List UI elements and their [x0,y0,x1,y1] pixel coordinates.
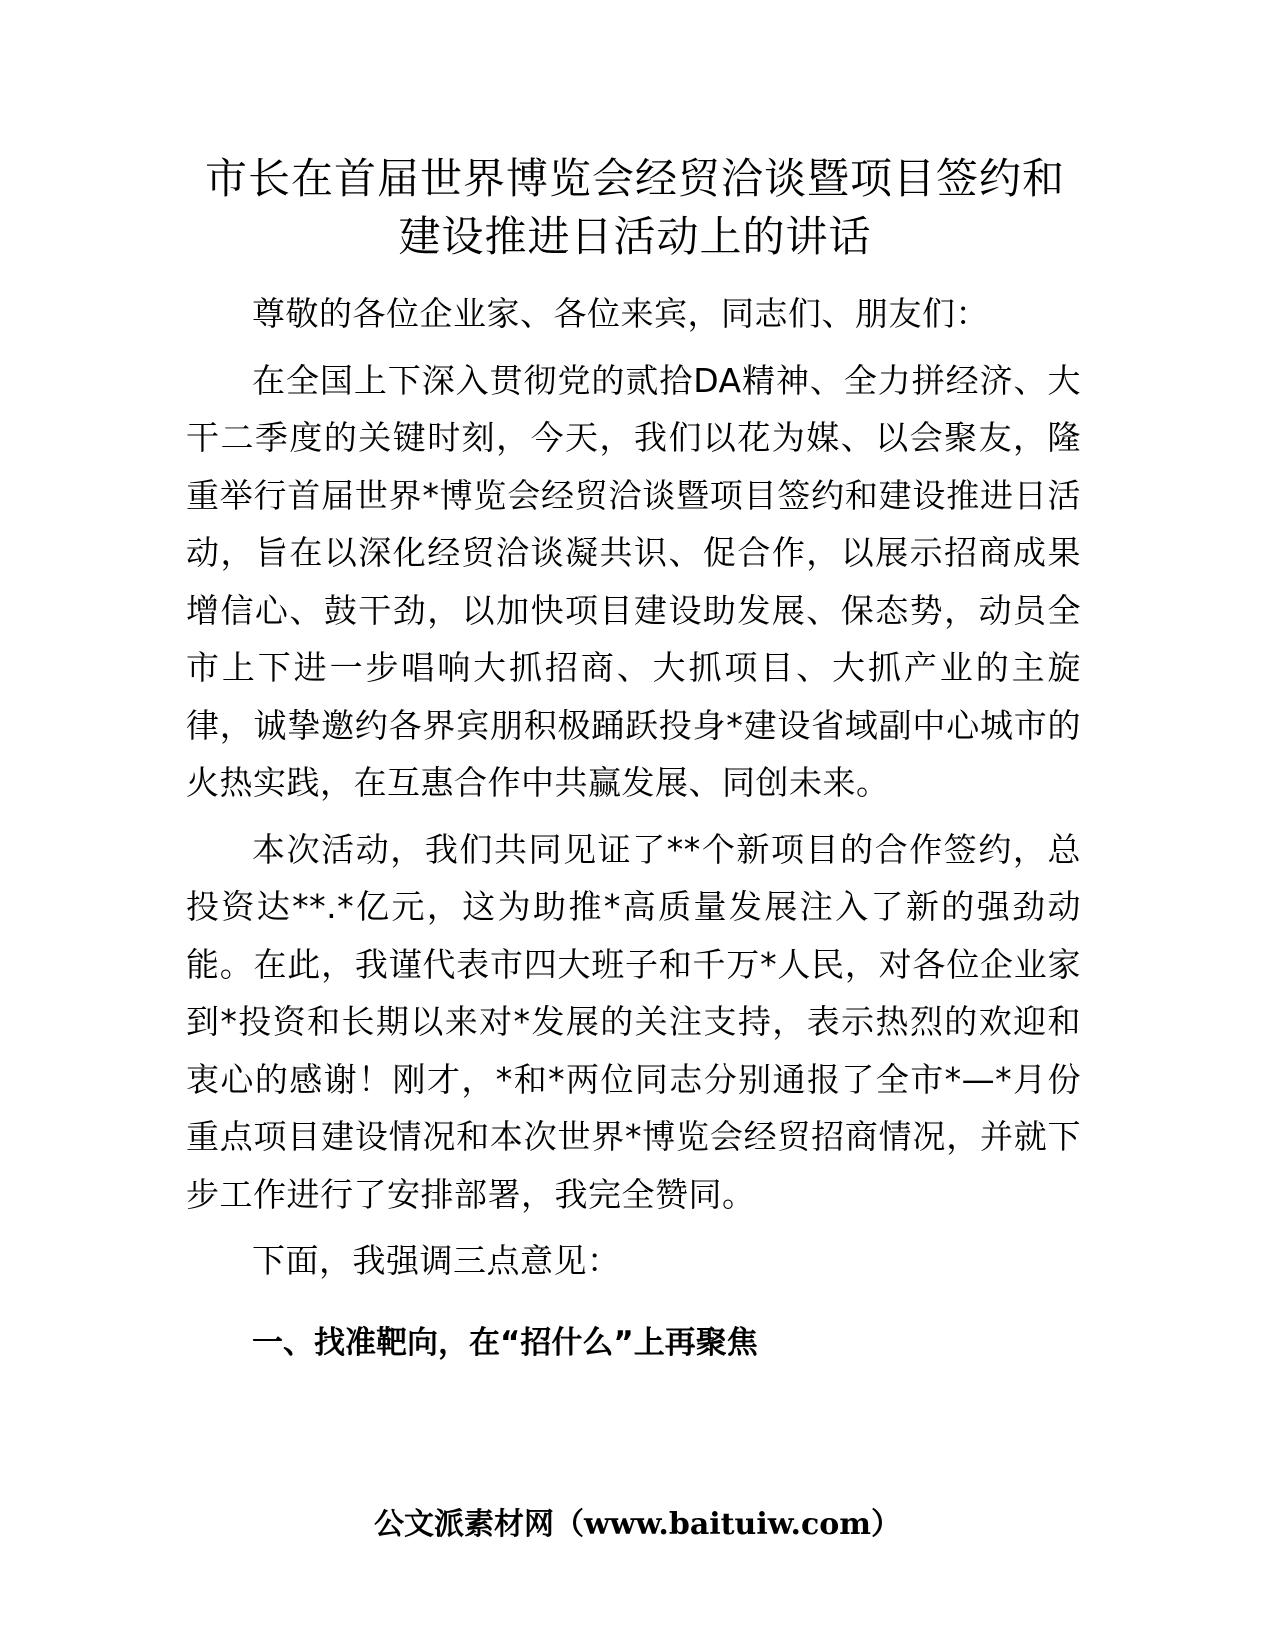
document-title [150,150,1120,266]
title-line-2: 建设推进日活动上的讲话 [398,212,872,261]
section-heading: 一、找准靶向，在“招什么”上再聚焦 [252,1324,758,1361]
paragraph-2: 本次活动，我们共同见证了**个新项目的合作签约，总投资达**.*亿元，这为助推*高质量发展注入了新的强劲动能。在此，我谨代表市四大班子和千万*人民，对各位企业家到*投资和长期以来对*发展的关注支持，表示热烈的欢迎和衷心的感谢！刚才，*和*两位同志分别通报了全市*—*月份重点项目建设情况和本次世界*博览会经贸招商情况，并就下步工作进行了安排部署，我完全赞同。 [186,829,1081,1214]
title-line-1: 市长在首届世界博览会经贸洽谈暨项目签约和 [204,154,1065,203]
footer-watermark: 公文派素材网（www.baituiw.com） [373,1507,902,1542]
document-body [186,285,1081,1372]
paragraph-1: 在全国上下深入贯彻党的贰拾DA精神、全力拼经济、大干二季度的关键时刻，今天，我们以花为媒、以会聚友，隆重举行首届世界*博览会经贸洽谈暨项目签约和建设推进日活动，旨在以深化经贸洽谈凝共识、促合作，以展示招商成果增信心、鼓干劲，以加快项目建设助发展、保态势，动员全市上下进一步唱响大抓招商、大抓项目、大抓产业的主旋律，诚挚邀约各界宾朋积极踊跃投身*建设省域副中心城市的火热实践，在互惠合作中共赢发展、同创未来。 [186,360,1081,802]
salutation: 尊敬的各位企业家、各位来宾，同志们、朋友们： [252,294,989,333]
paragraph-3: 下面，我强调三点意见： [252,1241,621,1280]
